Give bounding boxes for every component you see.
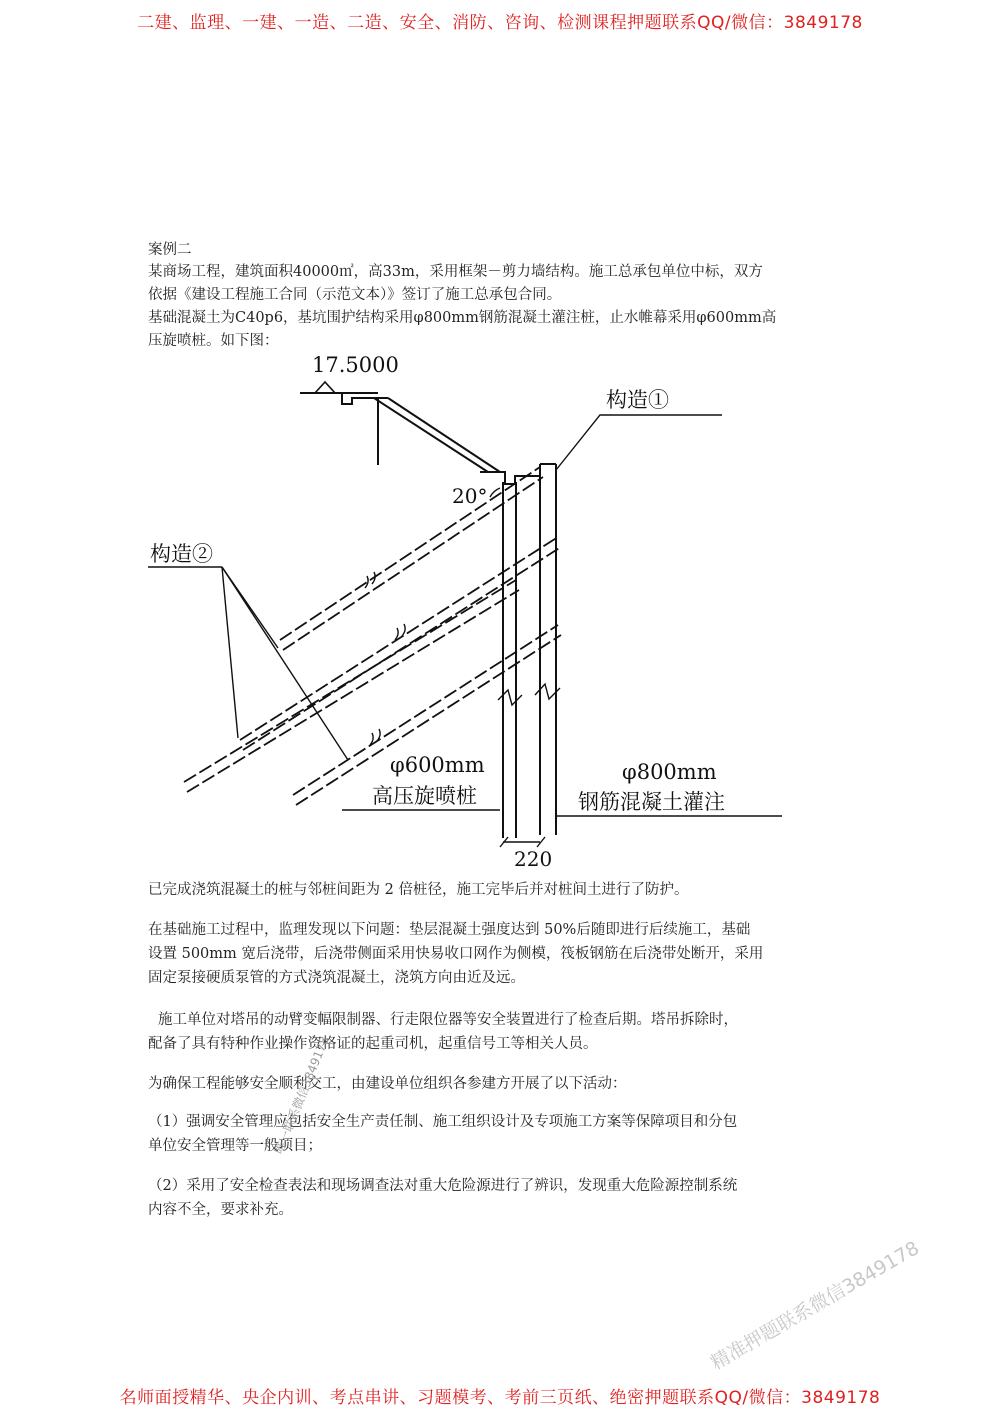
paragraph-tower-crane-a: 施工单位对塔吊的动臂变幅限制器、行走限位器等安全装置进行了检查后期。塔吊拆除时， [158, 1012, 738, 1028]
paragraph-activities-intro: 为确保工程能够安全顺利交工，由建设单位组织各参建方开展了以下活动： [148, 1076, 627, 1092]
case-title: 案例二 [148, 242, 192, 258]
anchor-2-line-a [240, 537, 558, 740]
watermark-diagonal-small: 唯一联系微信3849178 [271, 1034, 332, 1156]
detail2-leader-3 [222, 567, 348, 760]
case-paragraph-1b: 依据《建设工程施工合同（示范文本）》签订了施工总承包合同。 [148, 287, 562, 303]
anchor-1-line-a [280, 467, 540, 640]
paragraph-tower-crane-b: 配备了具有特种作业操作资格证的起重司机，起重信号工等相关人员。 [148, 1036, 598, 1052]
bottom-banner: 名师面授精华、央企内训、考点串讲、习题模考、考前三页纸、绝密押题联系QQ/微信：3849178 [119, 1388, 881, 1408]
activity-2b: 内容不全，要求补充。 [148, 1202, 293, 1218]
retaining-structure-figure [0, 340, 1000, 880]
paragraph-pile-spacing: 已完成浇筑混凝土的桩与邻桩间距为 2 倍桩径，施工完毕后并对桩间土进行了防护。 [148, 882, 689, 898]
top-banner: 二建、监理、一建、一造、二造、安全、消防、咨询、检测课程押题联系QQ/微信：3849178 [137, 13, 863, 33]
paragraph-supervision-a: 在基础施工过程中，监理发现以下问题：垫层混凝土强度达到 50%后随即进行后续施工，基础 [148, 922, 751, 938]
elevation-text: 17.5000 [312, 353, 399, 377]
detail2-leader-2 [222, 567, 238, 738]
anchor-4-line-b [296, 635, 561, 805]
activity-1b: 单位安全管理等一般项目； [148, 1138, 322, 1154]
pile-break-mark-1 [498, 690, 522, 705]
paragraph-supervision-b: 设置 500mm 宽后浇带，后浇带侧面采用快易收口网作为侧模，筏板钢筋在后浇带处断开，采用 [148, 946, 764, 962]
case-paragraph-2a: 基础混凝土为C40p6，基坑围护结构采用φ800mm钢筋混凝土灌注桩，止水帷幕采用φ600mm高 [148, 310, 777, 326]
angle-text: 20° [452, 484, 488, 508]
elevation-triangle [315, 382, 335, 393]
paragraph-supervision-c: 固定泵接硬质泵管的方式浇筑混凝土，浇筑方向由近及远。 [148, 970, 525, 986]
activity-1a: （1）强调安全管理应包括安全生产责任制、施工组织设计及专项施工方案等保障项目和分包 [148, 1114, 738, 1130]
slope-line-outer [374, 398, 488, 472]
bored-pile-name: 钢筋混凝土灌注 [578, 790, 725, 814]
detail2-label: 构造② [150, 542, 213, 566]
bored-pile-diameter: φ800mm [622, 760, 717, 784]
dimension-text: 220 [514, 847, 553, 871]
detail1-label: 构造① [606, 388, 669, 412]
slope-line-inner [388, 398, 500, 472]
case-paragraph-1a: 某商场工程，建筑面积40000㎡，高33m，采用框架－剪力墙结构。施工总承包单位中标，双方 [148, 264, 763, 280]
activity-2a: （2）采用了安全检查表法和现场调查法对重大危险源进行了辨识，发现重大危险源控制系统 [148, 1178, 738, 1194]
case-paragraph-2b: 压旋喷桩。如下图： [148, 333, 279, 349]
detail1-leader [556, 415, 722, 470]
jet-pile-diameter: φ600mm [390, 753, 485, 777]
watermark-diagonal-large: 精准押题联系微信3849178 [707, 1237, 923, 1375]
jet-pile-name: 高压旋喷桩 [372, 784, 477, 808]
